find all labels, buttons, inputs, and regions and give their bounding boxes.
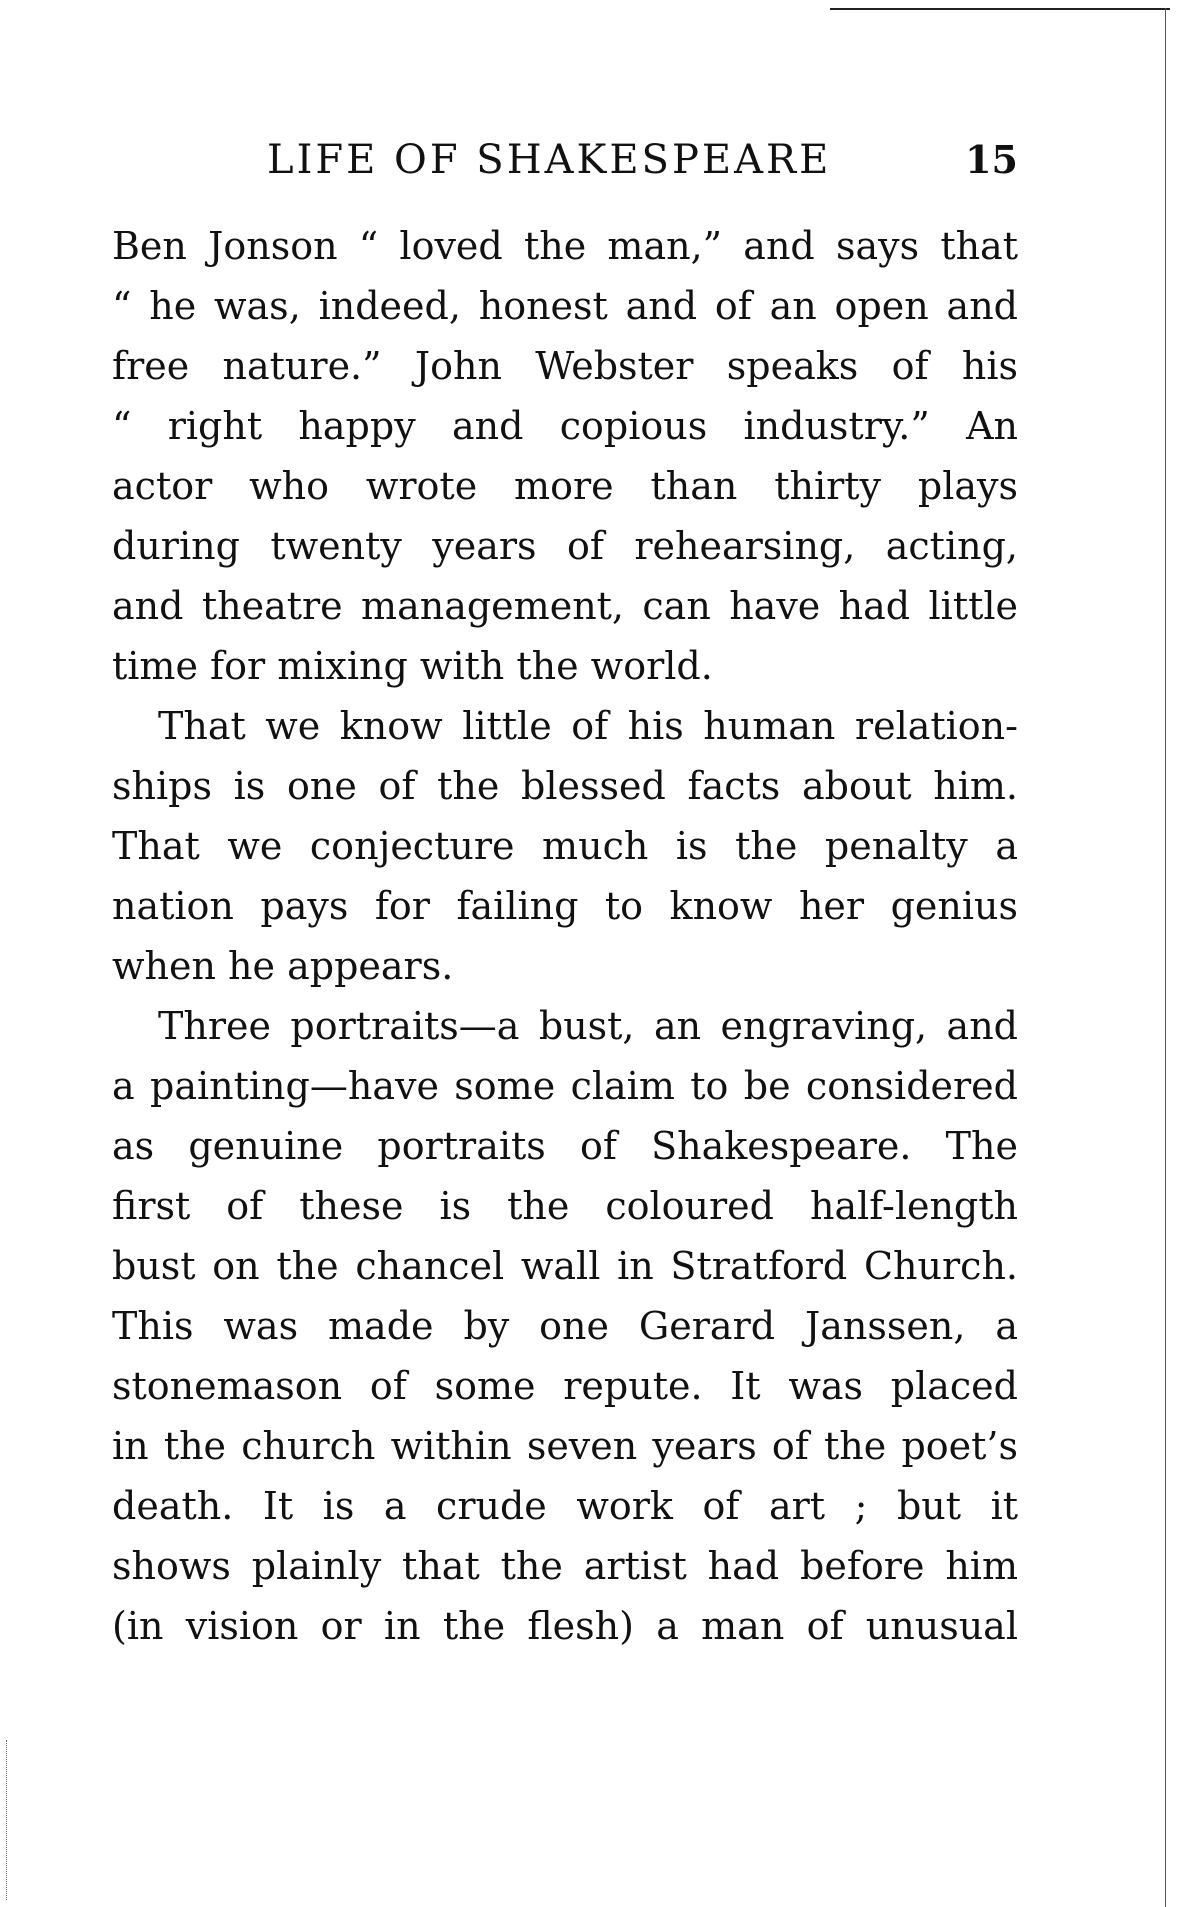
text-line: “ he was, indeed, honest and of an open and <box>112 284 1018 328</box>
text-line: “ right happy and copious industry.” An <box>112 404 1018 448</box>
text-line: as genuine portraits of Shakespeare. The <box>112 1124 1018 1168</box>
paragraph-start-line: That we know little of his human relation- <box>158 704 1018 748</box>
text-line: death. It is a crude work of art ; but it <box>112 1484 1018 1528</box>
text-line: bust on the chancel wall in Stratford Church. <box>112 1244 1018 1288</box>
text-line: This was made by one Gerard Janssen, a <box>112 1304 1018 1348</box>
text-line: and theatre management, can have had little <box>112 584 1018 628</box>
text-line: free nature.” John Webster speaks of his <box>112 344 1018 388</box>
text-line: during twenty years of rehearsing, acting, <box>112 524 1018 568</box>
text-line: first of these is the coloured half-length <box>112 1184 1018 1228</box>
text-line: in the church within seven years of the poet’s <box>112 1424 1018 1468</box>
text-line: stonemason of some repute. It was placed <box>112 1364 1018 1408</box>
text-line: ships is one of the blessed facts about him. <box>112 764 1018 808</box>
text-line: actor who wrote more than thirty plays <box>112 464 1018 508</box>
text-line: a painting—have some claim to be considered <box>112 1064 1018 1108</box>
text-line: when he appears. <box>112 944 454 988</box>
text-line: Ben Jonson “ loved the man,” and says that <box>112 224 1018 268</box>
paragraph-start-line: Three portraits—a bust, an engraving, and <box>158 1004 1018 1048</box>
scan-edge-left <box>6 1740 7 1900</box>
page-header <box>112 130 1018 190</box>
text-line: time for mixing with the world. <box>112 644 713 688</box>
text-line: (in vision or in the flesh) a man of unusual <box>112 1604 1018 1648</box>
text-line: shows plainly that the artist had before him <box>112 1544 1018 1588</box>
running-title: LIFE OF SHAKESPEARE <box>267 137 832 183</box>
page-number: 15 <box>965 137 1018 182</box>
text-line: nation pays for failing to know her genius <box>112 884 1018 928</box>
scan-edge-right <box>1165 8 1166 1907</box>
body-text <box>112 216 1018 1656</box>
text-line: That we conjecture much is the penalty a <box>112 824 1018 868</box>
scan-edge-top <box>830 8 1170 10</box>
